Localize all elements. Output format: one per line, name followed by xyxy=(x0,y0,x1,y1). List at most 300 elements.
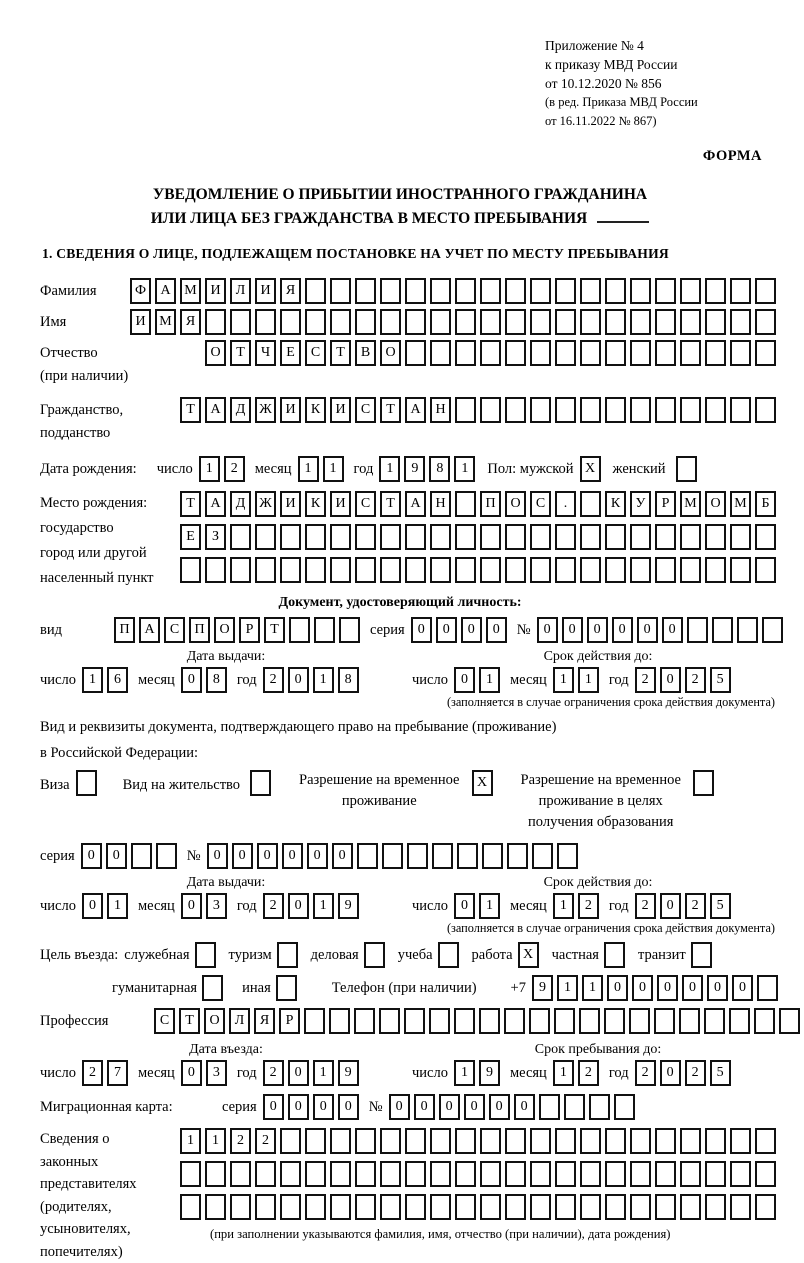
char-cell[interactable]: И xyxy=(205,278,226,304)
char-cell[interactable]: Д xyxy=(230,397,251,423)
char-cell[interactable]: 0 xyxy=(181,893,202,919)
char-cell[interactable]: 0 xyxy=(332,843,353,869)
char-cell[interactable] xyxy=(530,557,551,583)
char-cell[interactable]: 2 xyxy=(82,1060,103,1086)
char-cell[interactable] xyxy=(482,843,503,869)
char-cell[interactable] xyxy=(230,1161,251,1187)
char-cell[interactable]: 0 xyxy=(411,617,432,643)
char-cell[interactable] xyxy=(605,309,626,335)
char-cell[interactable]: А xyxy=(139,617,160,643)
char-cell[interactable] xyxy=(605,1128,626,1154)
char-cell[interactable] xyxy=(380,1194,401,1220)
char-cell[interactable] xyxy=(454,1008,475,1034)
char-cell[interactable]: 0 xyxy=(181,667,202,693)
char-cell[interactable]: Р xyxy=(239,617,260,643)
char-cell[interactable] xyxy=(604,1008,625,1034)
char-cell[interactable] xyxy=(705,397,726,423)
char-cell[interactable] xyxy=(230,524,251,550)
char-cell[interactable]: 1 xyxy=(479,667,500,693)
char-cell[interactable]: 0 xyxy=(181,1060,202,1086)
char-cell[interactable]: 9 xyxy=(404,456,425,482)
char-cell[interactable] xyxy=(505,1161,526,1187)
char-cell[interactable]: 1 xyxy=(313,893,334,919)
char-cell[interactable] xyxy=(704,1008,725,1034)
char-cell[interactable] xyxy=(195,942,216,968)
char-cell[interactable]: 8 xyxy=(338,667,359,693)
char-cell[interactable]: 0 xyxy=(489,1094,510,1120)
char-cell[interactable]: З xyxy=(205,524,226,550)
char-cell[interactable] xyxy=(505,397,526,423)
char-cell[interactable] xyxy=(156,843,177,869)
char-cell[interactable] xyxy=(205,1194,226,1220)
char-cell[interactable] xyxy=(180,557,201,583)
char-cell[interactable]: 0 xyxy=(436,617,457,643)
char-cell[interactable] xyxy=(555,557,576,583)
char-cell[interactable] xyxy=(705,340,726,366)
char-cell[interactable] xyxy=(230,309,251,335)
char-cell[interactable] xyxy=(455,309,476,335)
char-cell[interactable]: 2 xyxy=(685,893,706,919)
char-cell[interactable]: Л xyxy=(230,278,251,304)
char-cell[interactable]: Д xyxy=(230,491,251,517)
char-cell[interactable]: И xyxy=(255,278,276,304)
char-cell[interactable] xyxy=(691,942,712,968)
char-cell[interactable]: И xyxy=(280,491,301,517)
char-cell[interactable]: Т xyxy=(230,340,251,366)
char-cell[interactable] xyxy=(404,1008,425,1034)
char-cell[interactable]: С xyxy=(530,491,551,517)
char-cell[interactable] xyxy=(330,1161,351,1187)
char-cell[interactable] xyxy=(705,1128,726,1154)
char-cell[interactable]: 1 xyxy=(298,456,319,482)
char-cell[interactable] xyxy=(280,1161,301,1187)
char-cell[interactable]: 7 xyxy=(107,1060,128,1086)
char-cell[interactable]: . xyxy=(555,491,576,517)
char-cell[interactable]: С xyxy=(355,491,376,517)
char-cell[interactable] xyxy=(330,1128,351,1154)
char-cell[interactable] xyxy=(555,524,576,550)
char-cell[interactable]: Т xyxy=(330,340,351,366)
char-cell[interactable]: 1 xyxy=(479,893,500,919)
char-cell[interactable]: 0 xyxy=(514,1094,535,1120)
char-cell[interactable]: О xyxy=(214,617,235,643)
char-cell[interactable] xyxy=(276,975,297,1001)
char-cell[interactable] xyxy=(280,1194,301,1220)
char-cell[interactable] xyxy=(605,278,626,304)
char-cell[interactable]: 0 xyxy=(207,843,228,869)
char-cell[interactable] xyxy=(305,1194,326,1220)
char-cell[interactable] xyxy=(530,340,551,366)
char-cell[interactable]: И xyxy=(130,309,151,335)
char-cell[interactable] xyxy=(680,1194,701,1220)
char-cell[interactable] xyxy=(729,1008,750,1034)
char-cell[interactable]: 0 xyxy=(607,975,628,1001)
char-cell[interactable]: Л xyxy=(229,1008,250,1034)
char-cell[interactable] xyxy=(655,524,676,550)
char-cell[interactable] xyxy=(655,1161,676,1187)
char-cell[interactable] xyxy=(405,278,426,304)
char-cell[interactable] xyxy=(580,1128,601,1154)
char-cell[interactable]: О xyxy=(380,340,401,366)
char-cell[interactable] xyxy=(555,278,576,304)
char-cell[interactable]: 1 xyxy=(180,1128,201,1154)
char-cell[interactable]: 1 xyxy=(313,667,334,693)
char-cell[interactable]: М xyxy=(680,491,701,517)
char-cell[interactable] xyxy=(580,557,601,583)
char-cell[interactable] xyxy=(605,397,626,423)
char-cell[interactable] xyxy=(457,843,478,869)
char-cell[interactable] xyxy=(730,1161,751,1187)
char-cell[interactable]: 0 xyxy=(288,893,309,919)
char-cell[interactable] xyxy=(680,397,701,423)
char-cell[interactable]: 1 xyxy=(553,893,574,919)
char-cell[interactable] xyxy=(355,1161,376,1187)
char-cell[interactable] xyxy=(430,524,451,550)
char-cell[interactable] xyxy=(555,397,576,423)
char-cell[interactable] xyxy=(180,1194,201,1220)
char-cell[interactable]: П xyxy=(114,617,135,643)
char-cell[interactable]: И xyxy=(330,397,351,423)
char-cell[interactable] xyxy=(580,524,601,550)
char-cell[interactable] xyxy=(339,617,360,643)
char-cell[interactable]: 0 xyxy=(464,1094,485,1120)
char-cell[interactable] xyxy=(455,1194,476,1220)
char-cell[interactable]: 1 xyxy=(82,667,103,693)
char-cell[interactable] xyxy=(737,617,758,643)
char-cell[interactable] xyxy=(730,524,751,550)
char-cell[interactable] xyxy=(604,942,625,968)
char-cell[interactable]: 8 xyxy=(429,456,450,482)
char-cell[interactable]: О xyxy=(205,340,226,366)
char-cell[interactable] xyxy=(705,278,726,304)
char-cell[interactable] xyxy=(705,1161,726,1187)
char-cell[interactable]: 1 xyxy=(379,456,400,482)
char-cell[interactable] xyxy=(755,340,776,366)
char-cell[interactable]: 2 xyxy=(685,1060,706,1086)
char-cell[interactable] xyxy=(480,278,501,304)
char-cell[interactable] xyxy=(755,557,776,583)
char-cell[interactable]: 1 xyxy=(454,1060,475,1086)
char-cell[interactable] xyxy=(655,557,676,583)
char-cell[interactable] xyxy=(205,309,226,335)
char-cell[interactable] xyxy=(680,309,701,335)
char-cell[interactable] xyxy=(330,309,351,335)
char-cell[interactable] xyxy=(355,1194,376,1220)
char-cell[interactable] xyxy=(355,309,376,335)
char-cell[interactable] xyxy=(250,770,271,796)
char-cell[interactable]: 9 xyxy=(338,1060,359,1086)
char-cell[interactable] xyxy=(687,617,708,643)
char-cell[interactable] xyxy=(280,309,301,335)
char-cell[interactable] xyxy=(555,340,576,366)
char-cell[interactable] xyxy=(730,340,751,366)
char-cell[interactable] xyxy=(202,975,223,1001)
char-cell[interactable]: 0 xyxy=(461,617,482,643)
char-cell[interactable]: 1 xyxy=(205,1128,226,1154)
char-cell[interactable] xyxy=(430,278,451,304)
char-cell[interactable]: 0 xyxy=(637,617,658,643)
char-cell[interactable] xyxy=(680,524,701,550)
char-cell[interactable] xyxy=(255,524,276,550)
char-cell[interactable] xyxy=(330,557,351,583)
char-cell[interactable] xyxy=(580,491,601,517)
char-cell[interactable] xyxy=(455,557,476,583)
char-cell[interactable] xyxy=(305,1161,326,1187)
char-cell[interactable]: И xyxy=(330,491,351,517)
char-cell[interactable] xyxy=(455,397,476,423)
char-cell[interactable] xyxy=(555,1161,576,1187)
char-cell[interactable]: 0 xyxy=(682,975,703,1001)
char-cell[interactable] xyxy=(530,397,551,423)
char-cell[interactable]: 2 xyxy=(578,1060,599,1086)
char-cell[interactable]: 0 xyxy=(660,667,681,693)
char-cell[interactable]: 1 xyxy=(323,456,344,482)
char-cell[interactable] xyxy=(280,1128,301,1154)
char-cell[interactable] xyxy=(505,309,526,335)
char-cell[interactable] xyxy=(430,340,451,366)
char-cell[interactable] xyxy=(755,524,776,550)
char-cell[interactable]: К xyxy=(305,491,326,517)
char-cell[interactable] xyxy=(705,1194,726,1220)
char-cell[interactable] xyxy=(76,770,97,796)
char-cell[interactable] xyxy=(380,309,401,335)
char-cell[interactable]: А xyxy=(405,491,426,517)
char-cell[interactable]: Ф xyxy=(130,278,151,304)
char-cell[interactable] xyxy=(131,843,152,869)
char-cell[interactable] xyxy=(655,1194,676,1220)
char-cell[interactable]: 0 xyxy=(263,1094,284,1120)
char-cell[interactable] xyxy=(676,456,697,482)
char-cell[interactable]: Ч xyxy=(255,340,276,366)
char-cell[interactable] xyxy=(382,843,403,869)
char-cell[interactable]: С xyxy=(164,617,185,643)
char-cell[interactable]: 0 xyxy=(257,843,278,869)
char-cell[interactable] xyxy=(755,1194,776,1220)
char-cell[interactable]: Т xyxy=(380,491,401,517)
char-cell[interactable]: 2 xyxy=(230,1128,251,1154)
char-cell[interactable] xyxy=(630,340,651,366)
char-cell[interactable]: 3 xyxy=(206,893,227,919)
char-cell[interactable] xyxy=(779,1008,800,1034)
char-cell[interactable] xyxy=(364,942,385,968)
char-cell[interactable] xyxy=(405,1194,426,1220)
char-cell[interactable] xyxy=(505,557,526,583)
char-cell[interactable] xyxy=(480,1194,501,1220)
char-cell[interactable] xyxy=(230,1194,251,1220)
char-cell[interactable]: 0 xyxy=(454,893,475,919)
char-cell[interactable] xyxy=(205,1161,226,1187)
char-cell[interactable]: Т xyxy=(264,617,285,643)
char-cell[interactable]: 1 xyxy=(199,456,220,482)
char-cell[interactable] xyxy=(712,617,733,643)
char-cell[interactable]: 0 xyxy=(660,893,681,919)
char-cell[interactable]: 0 xyxy=(288,1060,309,1086)
char-cell[interactable] xyxy=(755,1128,776,1154)
char-cell[interactable] xyxy=(680,278,701,304)
char-cell[interactable] xyxy=(580,1161,601,1187)
char-cell[interactable] xyxy=(730,557,751,583)
char-cell[interactable]: Р xyxy=(279,1008,300,1034)
char-cell[interactable]: Т xyxy=(180,397,201,423)
char-cell[interactable] xyxy=(280,557,301,583)
char-cell[interactable]: 1 xyxy=(553,1060,574,1086)
char-cell[interactable] xyxy=(530,1194,551,1220)
char-cell[interactable]: 2 xyxy=(685,667,706,693)
char-cell[interactable]: 2 xyxy=(224,456,245,482)
char-cell[interactable]: 0 xyxy=(707,975,728,1001)
char-cell[interactable] xyxy=(430,1194,451,1220)
char-cell[interactable] xyxy=(693,770,714,796)
char-cell[interactable]: М xyxy=(155,309,176,335)
char-cell[interactable]: 0 xyxy=(389,1094,410,1120)
char-cell[interactable]: 0 xyxy=(562,617,583,643)
char-cell[interactable] xyxy=(680,1128,701,1154)
char-cell[interactable]: Т xyxy=(179,1008,200,1034)
char-cell[interactable]: 1 xyxy=(578,667,599,693)
char-cell[interactable] xyxy=(755,397,776,423)
char-cell[interactable]: 8 xyxy=(206,667,227,693)
char-cell[interactable]: 0 xyxy=(454,667,475,693)
char-cell[interactable]: 5 xyxy=(710,893,731,919)
char-cell[interactable] xyxy=(580,1194,601,1220)
char-cell[interactable] xyxy=(355,524,376,550)
char-cell[interactable] xyxy=(505,278,526,304)
char-cell[interactable] xyxy=(405,524,426,550)
char-cell[interactable]: П xyxy=(480,491,501,517)
char-cell[interactable] xyxy=(455,491,476,517)
char-cell[interactable]: 2 xyxy=(255,1128,276,1154)
char-cell[interactable] xyxy=(589,1094,610,1120)
char-cell[interactable] xyxy=(505,1194,526,1220)
char-cell[interactable] xyxy=(655,1128,676,1154)
char-cell[interactable]: Б xyxy=(755,491,776,517)
char-cell[interactable] xyxy=(654,1008,675,1034)
char-cell[interactable]: О xyxy=(204,1008,225,1034)
char-cell[interactable] xyxy=(480,557,501,583)
char-cell[interactable] xyxy=(289,617,310,643)
char-cell[interactable]: 2 xyxy=(635,1060,656,1086)
char-cell[interactable] xyxy=(480,1161,501,1187)
char-cell[interactable]: Ж xyxy=(255,491,276,517)
char-cell[interactable]: Я xyxy=(254,1008,275,1034)
char-cell[interactable] xyxy=(530,278,551,304)
char-cell[interactable] xyxy=(730,278,751,304)
char-cell[interactable] xyxy=(757,975,778,1001)
char-cell[interactable] xyxy=(255,309,276,335)
char-cell[interactable] xyxy=(354,1008,375,1034)
char-cell[interactable] xyxy=(329,1008,350,1034)
char-cell[interactable] xyxy=(530,524,551,550)
char-cell[interactable] xyxy=(480,340,501,366)
char-cell[interactable] xyxy=(314,617,335,643)
char-cell[interactable] xyxy=(755,1161,776,1187)
char-cell[interactable] xyxy=(680,557,701,583)
char-cell[interactable] xyxy=(480,309,501,335)
char-cell[interactable] xyxy=(605,524,626,550)
char-cell[interactable] xyxy=(580,278,601,304)
char-cell[interactable]: 0 xyxy=(587,617,608,643)
char-cell[interactable] xyxy=(380,278,401,304)
char-cell[interactable] xyxy=(564,1094,585,1120)
char-cell[interactable]: 3 xyxy=(206,1060,227,1086)
char-cell[interactable]: Т xyxy=(380,397,401,423)
char-cell[interactable]: Е xyxy=(280,340,301,366)
char-cell[interactable] xyxy=(532,843,553,869)
char-cell[interactable] xyxy=(630,1161,651,1187)
char-cell[interactable] xyxy=(355,557,376,583)
char-cell[interactable] xyxy=(407,843,428,869)
char-cell[interactable]: А xyxy=(155,278,176,304)
char-cell[interactable]: И xyxy=(280,397,301,423)
char-cell[interactable] xyxy=(755,278,776,304)
char-cell[interactable] xyxy=(655,397,676,423)
char-cell[interactable]: Р xyxy=(655,491,676,517)
char-cell[interactable]: А xyxy=(205,491,226,517)
char-cell[interactable]: 0 xyxy=(282,843,303,869)
char-cell[interactable]: 5 xyxy=(710,667,731,693)
char-cell[interactable] xyxy=(405,1128,426,1154)
char-cell[interactable]: 2 xyxy=(263,1060,284,1086)
char-cell[interactable]: О xyxy=(505,491,526,517)
char-cell[interactable] xyxy=(405,309,426,335)
char-cell[interactable] xyxy=(405,557,426,583)
char-cell[interactable] xyxy=(730,309,751,335)
char-cell[interactable]: 0 xyxy=(732,975,753,1001)
char-cell[interactable] xyxy=(429,1008,450,1034)
char-cell[interactable] xyxy=(555,1128,576,1154)
char-cell[interactable] xyxy=(480,1128,501,1154)
char-cell[interactable]: 0 xyxy=(662,617,683,643)
char-cell[interactable] xyxy=(304,1008,325,1034)
char-cell[interactable] xyxy=(405,1161,426,1187)
char-cell[interactable] xyxy=(330,524,351,550)
char-cell[interactable] xyxy=(305,524,326,550)
char-cell[interactable]: 0 xyxy=(632,975,653,1001)
char-cell[interactable] xyxy=(455,340,476,366)
char-cell[interactable] xyxy=(230,557,251,583)
char-cell[interactable] xyxy=(380,1161,401,1187)
char-cell[interactable]: 0 xyxy=(660,1060,681,1086)
char-cell[interactable] xyxy=(730,397,751,423)
char-cell[interactable]: М xyxy=(180,278,201,304)
char-cell[interactable] xyxy=(630,309,651,335)
char-cell[interactable] xyxy=(480,524,501,550)
char-cell[interactable] xyxy=(705,524,726,550)
char-cell[interactable]: 1 xyxy=(557,975,578,1001)
char-cell[interactable] xyxy=(330,278,351,304)
char-cell[interactable]: С xyxy=(355,397,376,423)
char-cell[interactable]: 2 xyxy=(635,667,656,693)
char-cell[interactable] xyxy=(277,942,298,968)
char-cell[interactable] xyxy=(255,557,276,583)
char-cell[interactable] xyxy=(530,1128,551,1154)
char-cell[interactable] xyxy=(430,1161,451,1187)
char-cell[interactable]: 0 xyxy=(81,843,102,869)
char-cell[interactable]: 0 xyxy=(537,617,558,643)
char-cell[interactable]: С xyxy=(154,1008,175,1034)
char-cell[interactable] xyxy=(529,1008,550,1034)
char-cell[interactable] xyxy=(355,1128,376,1154)
char-cell[interactable]: 1 xyxy=(107,893,128,919)
char-cell[interactable]: М xyxy=(730,491,751,517)
char-cell[interactable]: X xyxy=(518,942,539,968)
char-cell[interactable]: 0 xyxy=(338,1094,359,1120)
char-cell[interactable] xyxy=(505,340,526,366)
char-cell[interactable]: О xyxy=(705,491,726,517)
char-cell[interactable] xyxy=(480,397,501,423)
char-cell[interactable] xyxy=(205,557,226,583)
char-cell[interactable]: В xyxy=(355,340,376,366)
